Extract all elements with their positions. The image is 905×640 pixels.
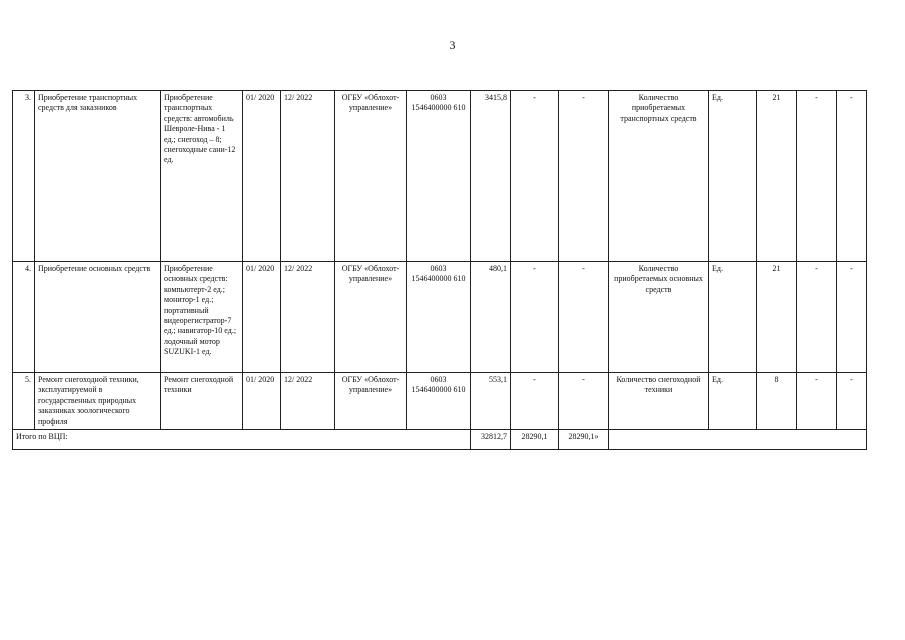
executor-cell: ОГБУ «Облохот-управление» (335, 91, 407, 262)
value-year1-cell: 8 (757, 373, 797, 430)
table-row (13, 91, 867, 262)
table-row (13, 373, 867, 430)
value-year3-cell: - (837, 373, 867, 430)
total-empty-cell (609, 430, 867, 450)
amount-total-cell: 553,1 (471, 373, 511, 430)
amount-year2-cell: - (511, 373, 559, 430)
budget-code-cell: 0603 1546400000 610 (407, 91, 471, 262)
table-row (13, 262, 867, 373)
row-number: 5. (13, 373, 35, 430)
executor-cell: ОГБУ «Облохот-управление» (335, 262, 407, 373)
value-year2-cell: - (797, 262, 837, 373)
total-amount-year3-cell: 28290,1» (559, 430, 609, 450)
end-date-cell: 12/ 2022 (281, 373, 335, 430)
activity-cell: Ремонт снегоходной техники, эксплуатируемой в государственных природных заказниках зоологического профиля (35, 373, 161, 430)
total-label: Итого по ВЦП: (13, 430, 471, 450)
total-row (13, 430, 867, 450)
indicator-cell: Количество снегоходной техники (609, 373, 709, 430)
amount-total-cell: 480,1 (471, 262, 511, 373)
description-cell: Приобретение транспортных средств: автомобиль Шевроле-Нива - 1 ед.; снегоход – 8; снегоходные сани-12 ед. (161, 91, 243, 262)
value-year3-cell: - (837, 91, 867, 262)
end-date-cell: 12/ 2022 (281, 91, 335, 262)
indicator-cell: Количество приобретаемых транспортных средств (609, 91, 709, 262)
value-year3-cell: - (837, 262, 867, 373)
budget-code-cell: 0603 1546400000 610 (407, 373, 471, 430)
indicator-cell: Количество приобретаемых основных средств (609, 262, 709, 373)
amount-year2-cell: - (511, 91, 559, 262)
total-amount-cell: 32812,7 (471, 430, 511, 450)
value-year2-cell: - (797, 373, 837, 430)
program-table (12, 90, 867, 450)
executor-cell: ОГБУ «Облохот-управление» (335, 373, 407, 430)
amount-year2-cell: - (511, 262, 559, 373)
unit-cell: Ед. (709, 91, 757, 262)
row-number: 3. (13, 91, 35, 262)
unit-cell: Ед. (709, 373, 757, 430)
total-amount-year2-cell: 28290,1 (511, 430, 559, 450)
start-date-cell: 01/ 2020 (243, 262, 281, 373)
unit-cell: Ед. (709, 262, 757, 373)
start-date-cell: 01/ 2020 (243, 373, 281, 430)
end-date-cell: 12/ 2022 (281, 262, 335, 373)
page-number: 3 (449, 38, 456, 52)
amount-year3-cell: - (559, 262, 609, 373)
value-year1-cell: 21 (757, 91, 797, 262)
row-number: 4. (13, 262, 35, 373)
start-date-cell: 01/ 2020 (243, 91, 281, 262)
amount-year3-cell: - (559, 91, 609, 262)
description-cell: Приобретение основных средств: компьютерт-2 ед.; монитор-1 ед.; портативный видеорегистратор-7 ед.; навигатор-10 ед.; лодочный мотор SUZUKI-1 ед. (161, 262, 243, 373)
amount-year3-cell: - (559, 373, 609, 430)
value-year2-cell: - (797, 91, 837, 262)
amount-total-cell: 3415,8 (471, 91, 511, 262)
budget-code-cell: 0603 1546400000 610 (407, 262, 471, 373)
activity-cell: Приобретение основных средств (35, 262, 161, 373)
value-year1-cell: 21 (757, 262, 797, 373)
activity-cell: Приобретение транспортных средств для заказников (35, 91, 161, 262)
description-cell: Ремонт снегоходной техники (161, 373, 243, 430)
